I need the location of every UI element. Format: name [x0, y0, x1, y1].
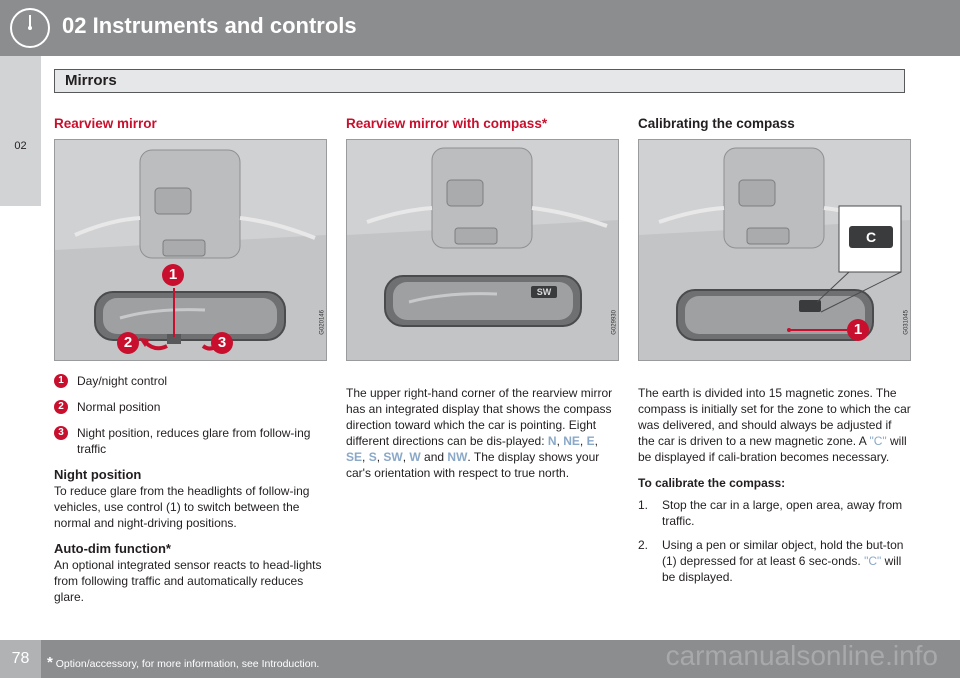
- step-1: 1. Stop the car in a large, open area, away from traffic.: [638, 498, 903, 528]
- direction-s: S: [368, 450, 377, 464]
- c-label: "C": [864, 554, 882, 568]
- section-bar: [54, 69, 905, 93]
- figure-code: G020146: [320, 310, 326, 335]
- legend-number: 1: [54, 374, 68, 388]
- section-title: Mirrors: [65, 72, 117, 89]
- callout-2: 2: [117, 332, 139, 354]
- direction-sw: SW: [383, 450, 403, 464]
- legend-text: Day/night control: [77, 374, 168, 388]
- callout-1: 1: [847, 319, 869, 341]
- compass-display: SW: [536, 287, 552, 297]
- calibrating-illustration: [639, 140, 910, 360]
- direction-w: W: [409, 450, 421, 464]
- chapter-title: 02 Instruments and controls: [62, 13, 357, 38]
- direction-se: SE: [346, 450, 363, 464]
- calibration-intro: The earth is divided into 15 magnetic zones. The compass is initially set for the zone to which the car was delivered, and should always be adjusted if the car is driven to a new magnetic zone. A "C" will be displayed if cali-bration becomes necessary.: [638, 386, 911, 464]
- chapter-sidebar: [0, 56, 41, 206]
- compass-description: The upper right-hand corner of the rearview mirror has an integrated display that shows the compass direction toward which the car is pointing. Eight different directions can be dis-played: N, NE, E, SE, S, SW, W and NW. The display shows your car's orientation with respect to true north.: [346, 386, 613, 480]
- direction-e: E: [586, 434, 595, 448]
- direction-nw: NW: [447, 450, 468, 464]
- page-number: 78: [0, 640, 41, 678]
- night-position-text: To reduce glare from the headlights of follow-ing vehicles, use control (1) to switch between the normal and night-driving positions.: [54, 484, 310, 530]
- callout-3: 3: [211, 332, 233, 354]
- legend-number: 3: [54, 426, 68, 440]
- rearview-mirror-heading: Rearview mirror: [54, 116, 157, 131]
- calibration-steps: [638, 497, 911, 585]
- legend-text: Normal position: [77, 400, 161, 414]
- legend-text: Night position, reduces glare from follow-ing traffic: [77, 426, 311, 456]
- step-2: 2. Using a pen or similar object, hold the but-ton (1) depressed for at least 6 sec-onds. "C" will be displayed.: [638, 538, 904, 584]
- column-rearview-mirror: [54, 116, 327, 605]
- calibrating-heading: Calibrating the compass: [638, 116, 795, 131]
- direction-ne: NE: [563, 434, 580, 448]
- legend-item-2: [54, 399, 327, 415]
- figure-code: G029930: [612, 310, 618, 335]
- compass-mirror-illustration: [347, 140, 618, 360]
- calibrating-figure: [638, 139, 911, 361]
- compass-mirror-heading: Rearview mirror with compass*: [346, 116, 548, 131]
- legend-item-3: [54, 425, 327, 457]
- night-position-heading: Night position: [54, 467, 142, 482]
- callout-1: 1: [162, 264, 184, 286]
- footnote: * Option/accessory, for more information, see Introduction.: [47, 654, 320, 671]
- legend-number: 2: [54, 400, 68, 414]
- callout-lines: [55, 140, 326, 360]
- column-compass-mirror: [346, 116, 619, 481]
- c-label: "C": [869, 434, 887, 448]
- autodim-heading: Auto-dim function*: [54, 541, 171, 556]
- gauge-icon: [8, 6, 52, 50]
- legend-item-1: [54, 373, 327, 389]
- figure-code: G031045: [904, 310, 910, 335]
- chapter-tab: 02: [14, 140, 27, 152]
- autodim-text: An optional integrated sensor reacts to head-lights from following traffic and automatically reduces glare.: [54, 558, 322, 604]
- rearview-mirror-figure: [54, 139, 327, 361]
- column-calibrating-compass: [638, 116, 911, 593]
- calibrate-steps-heading: To calibrate the compass:: [638, 476, 786, 490]
- compass-c-button: C: [865, 229, 877, 245]
- direction-n: N: [547, 434, 557, 448]
- watermark: carmanualsonline.info: [665, 640, 938, 671]
- compass-mirror-figure: [346, 139, 619, 361]
- chapter-header: [0, 0, 960, 56]
- callout-legend: [54, 373, 327, 457]
